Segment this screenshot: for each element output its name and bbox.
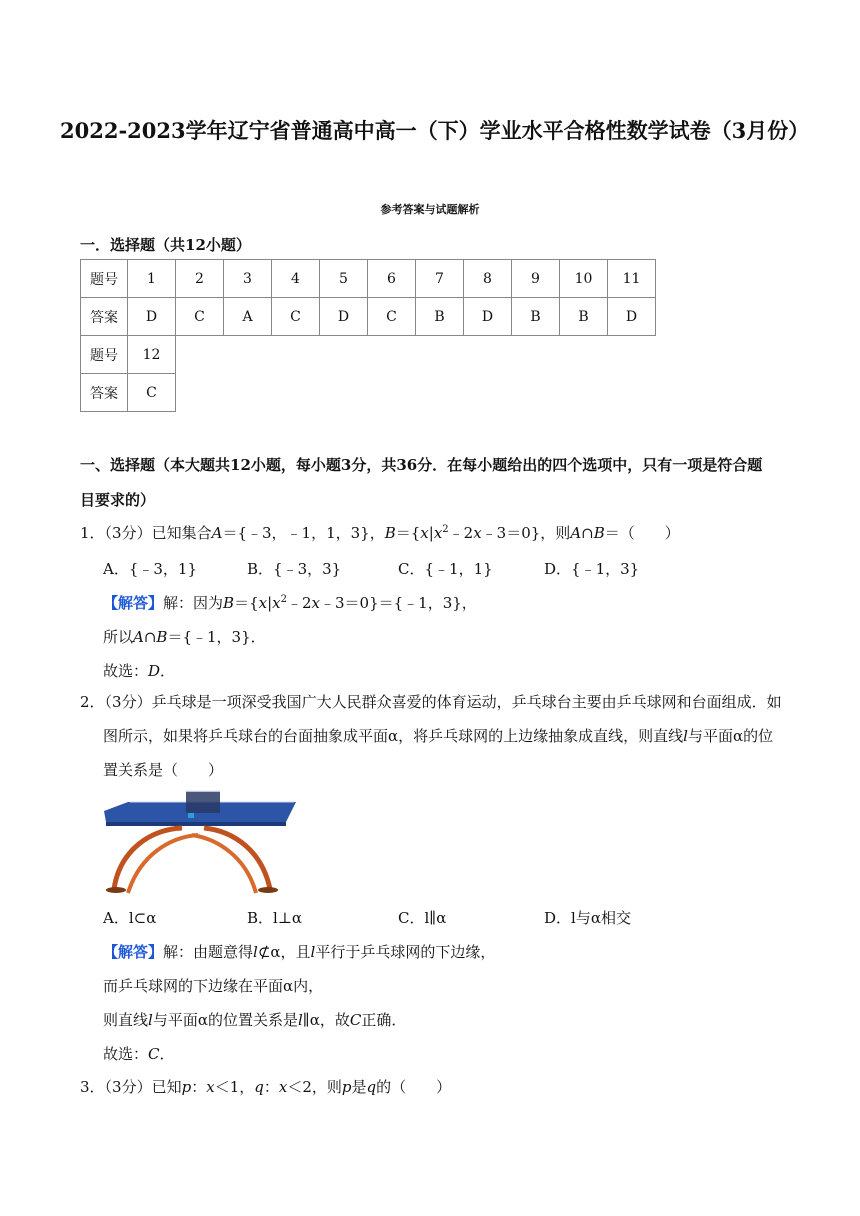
table-cell: D: [608, 298, 656, 336]
table-cell: C: [272, 298, 320, 336]
table-row: [81, 374, 656, 412]
answer-tag: 【解答】: [103, 943, 164, 961]
question-2-stem: 图所示，如果将乒乓球台的台面抽象成平面α，将乒乓球网的上边缘抽象成直线，则直线l与平面α的位: [103, 727, 774, 745]
question-2-stem: 置关系是（ ）: [103, 761, 224, 779]
table-cell: 题号: [81, 336, 128, 374]
solution-line: 则直线l与平面α的位置关系是l∥α，故C正确．: [103, 1011, 407, 1029]
table-cell: B: [512, 298, 560, 336]
question-1-stem: 1．（3分）已知集合A＝{﹣3，﹣1，1，3}，$B=\{x|x^2﹣2x﹣3=0\}$，则A∩B＝（ ）: [80, 524, 680, 542]
conclusion: 故选：C．: [103, 1045, 175, 1063]
solution-line: 【解答】解：因为$B=\{x|x^2﹣2x﹣3=0\}=\{﹣1$，3}，: [103, 594, 477, 612]
table-cell: 答案: [81, 298, 128, 336]
answer-table: [80, 259, 656, 412]
table-cell: D: [320, 298, 368, 336]
table-row: [81, 336, 656, 374]
option-b: B．l⊥α: [247, 909, 303, 927]
table-cell: 8: [464, 260, 512, 298]
solution-line: 所以A∩B＝{﹣1，3}．: [103, 628, 266, 646]
table-cell: 11: [608, 260, 656, 298]
table-row: [81, 298, 656, 336]
ping-pong-table-image: [100, 789, 300, 896]
solution-line: 而乒乓球网的下边缘在平面α内，: [103, 977, 324, 995]
option-a: A．l⊂α: [103, 909, 157, 927]
table-cell: 题号: [81, 260, 128, 298]
table-cell: C: [368, 298, 416, 336]
solution-line: 【解答】解：由题意得l⊄α，且l平行于乒乓球网的下边缘，: [103, 943, 496, 961]
table-cell: 3: [224, 260, 272, 298]
table-cell: 7: [416, 260, 464, 298]
table-cell: D: [464, 298, 512, 336]
table-cell: 10: [560, 260, 608, 298]
option-d: D．l与α相交: [544, 909, 631, 927]
table-cell: B: [416, 298, 464, 336]
table-row: [81, 260, 656, 298]
question-2-stem: 2．（3分）乒乓球是一项深受我国广大人民群众喜爱的体育运动，乒乓球台主要由乒乓球网和台面组成．如: [80, 693, 782, 711]
table-cell: 1: [128, 260, 176, 298]
table-cell: D: [128, 298, 176, 336]
table-cell: 答案: [81, 374, 128, 412]
section-heading: 目要求的）: [80, 491, 156, 509]
table-cell: 9: [512, 260, 560, 298]
table-cell: 2: [176, 260, 224, 298]
table-cell: B: [560, 298, 608, 336]
conclusion: 故选：D．: [103, 662, 176, 680]
option-b: B．{﹣3，3}: [247, 560, 342, 578]
page-subtitle: 参考答案与试题解析: [380, 203, 480, 216]
table-cell: 4: [272, 260, 320, 298]
page-title: 2022-2023学年辽宁省普通高中高一（下）学业水平合格性数学试卷（3月份）: [60, 118, 810, 143]
option-d: D．{﹣1，3}: [544, 560, 640, 578]
table-cell: C: [128, 374, 176, 412]
table-cell: 12: [128, 336, 176, 374]
section-heading: 一、选择题（本大题共12小题，每小题3分，共36分．在每小题给出的四个选项中，只有一项是符合题: [80, 456, 763, 474]
option-c: C．l∥α: [398, 909, 447, 927]
answer-tag: 【解答】: [103, 594, 164, 612]
table-cell: 5: [320, 260, 368, 298]
table-cell: C: [176, 298, 224, 336]
option-c: C．{﹣1，1}: [398, 560, 493, 578]
table-cell: 6: [368, 260, 416, 298]
table-cell: A: [224, 298, 272, 336]
option-a: A．{﹣3，1}: [103, 560, 198, 578]
question-3-stem: 3．（3分）已知p：x＜1，q：x＜2，则p是q的（ ）: [80, 1078, 452, 1096]
section-heading: 一．选择题（共12小题）: [80, 236, 251, 254]
